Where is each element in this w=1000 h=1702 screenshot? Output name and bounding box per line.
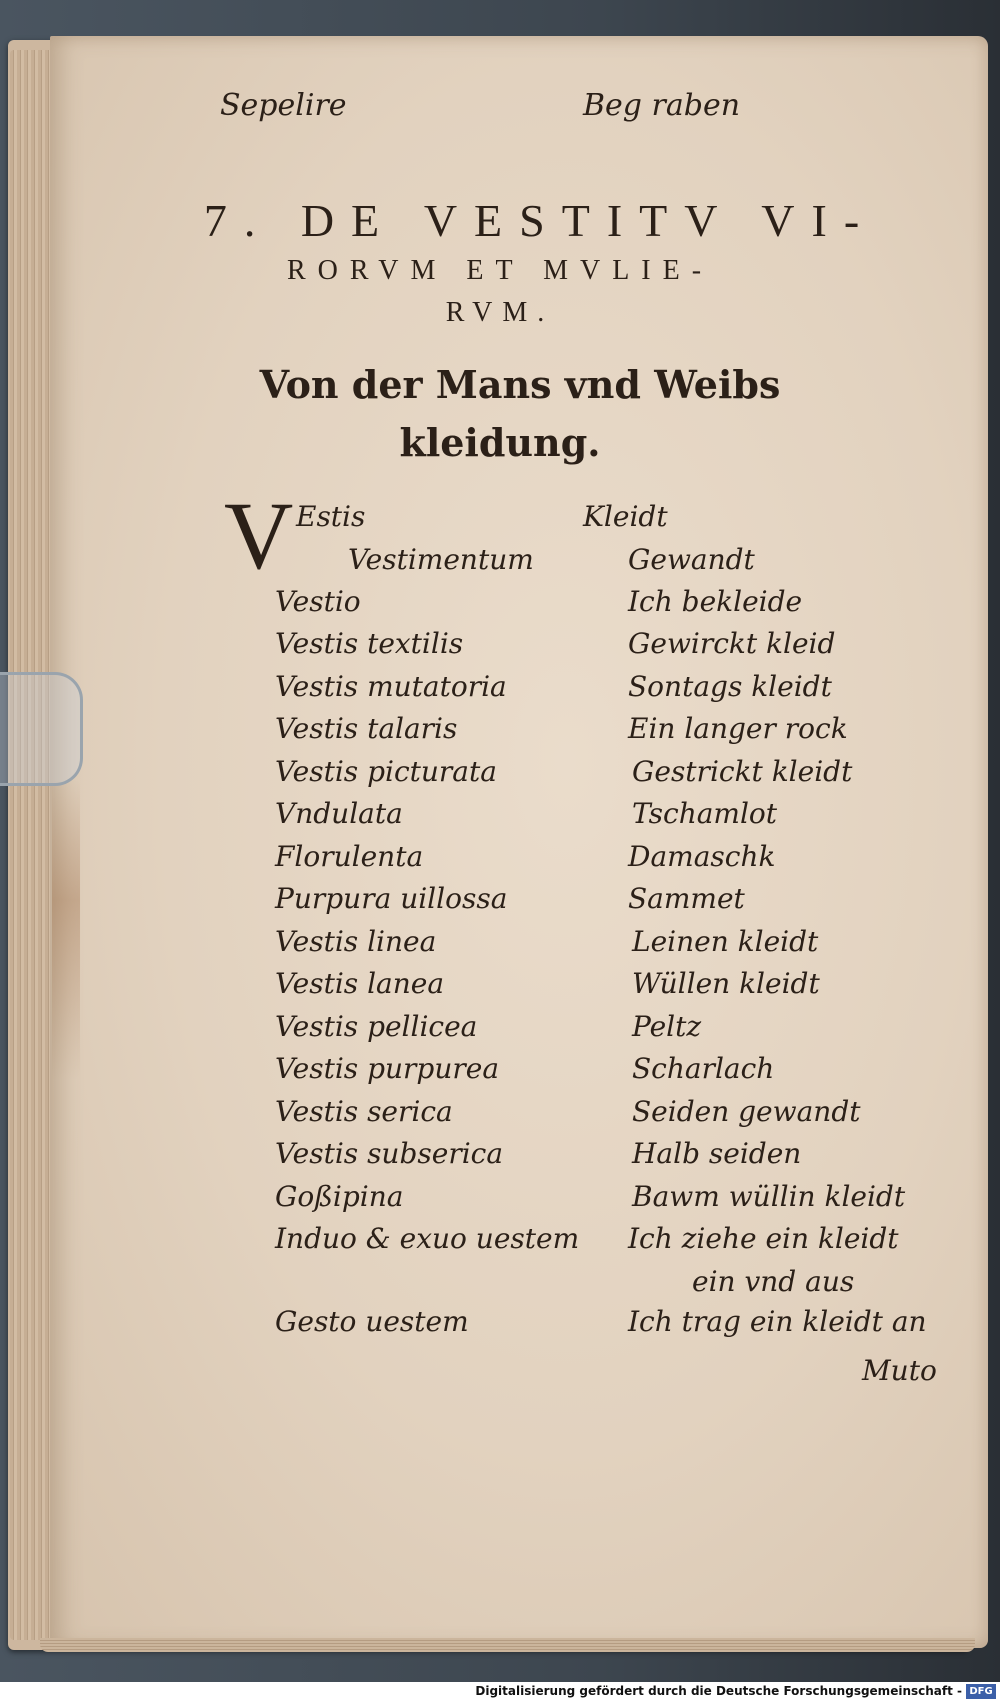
vocabulary-row xyxy=(0,670,1000,710)
german-term: Sontags kleidt xyxy=(628,670,832,703)
vocabulary-row xyxy=(0,1010,1000,1050)
catchword: Muto xyxy=(862,1354,937,1387)
vocabulary-row xyxy=(0,1095,1000,1135)
vocabulary-row xyxy=(0,1180,1000,1220)
german-term: Leinen kleidt xyxy=(632,925,819,958)
latin-term: Gesto uestem xyxy=(275,1305,469,1338)
latin-term: Vestis textilis xyxy=(275,627,464,660)
vocabulary-row xyxy=(0,627,1000,667)
running-head-left: Sepelire xyxy=(220,88,347,123)
vocabulary-row xyxy=(0,585,1000,625)
vocabulary-row xyxy=(0,925,1000,965)
latin-term: Goßipina xyxy=(275,1180,404,1213)
funding-credit: Digitalisierung gefördert durch die Deutsche Forschungsgemeinschaft - xyxy=(475,1684,962,1698)
german-term: ein vnd aus xyxy=(692,1265,855,1298)
vocabulary-row xyxy=(0,882,1000,922)
german-term: Halb seiden xyxy=(632,1137,802,1170)
vocabulary-row xyxy=(0,755,1000,795)
german-heading-line-1: Von der Mans vnd Weibs xyxy=(259,362,781,407)
latin-term: Florulenta xyxy=(275,840,424,873)
latin-term: Vestis linea xyxy=(275,925,437,958)
latin-term: Induo & exuo uestem xyxy=(275,1222,580,1255)
drop-cap: V xyxy=(224,482,294,589)
german-term: Kleidt xyxy=(583,500,668,533)
vocabulary-row xyxy=(0,712,1000,752)
german-term: Ich bekleide xyxy=(628,585,803,618)
german-term: Tschamlot xyxy=(632,797,778,830)
section-title-line-1: 7. DE VESTITV VI- xyxy=(203,195,877,246)
latin-term: Vestis mutatoria xyxy=(275,670,507,703)
german-term: Gestrickt kleidt xyxy=(632,755,853,788)
vocabulary-row xyxy=(0,840,1000,880)
latin-term: Vestis purpurea xyxy=(275,1052,500,1085)
latin-term: Vestis lanea xyxy=(275,967,445,1000)
latin-term: Vestis pellicea xyxy=(275,1010,478,1043)
latin-term: Vestis serica xyxy=(275,1095,453,1128)
footer-bar xyxy=(0,1682,1000,1702)
vocabulary-row xyxy=(0,1052,1000,1092)
latin-term: Vestis picturata xyxy=(275,755,497,788)
german-term: Bawm wüllin kleidt xyxy=(632,1180,906,1213)
latin-term: Vndulata xyxy=(275,797,403,830)
german-term: Wüllen kleidt xyxy=(632,967,820,1000)
vocabulary-row xyxy=(0,500,1000,540)
latin-term: Vestimentum xyxy=(348,543,534,576)
german-term: Ich ziehe ein kleidt xyxy=(628,1222,899,1255)
german-heading-line-2: kleidung. xyxy=(399,420,601,465)
running-head-right: Beg raben xyxy=(583,88,741,123)
german-term: Gewandt xyxy=(628,543,755,576)
page-bottom-edge xyxy=(40,1638,975,1652)
german-term: Damaschk xyxy=(628,840,776,873)
german-term: Seiden gewandt xyxy=(632,1095,861,1128)
vocabulary-row xyxy=(0,967,1000,1007)
dfg-logo: DFG xyxy=(966,1684,996,1699)
latin-term: Vestis talaris xyxy=(275,712,458,745)
vocabulary-row xyxy=(0,1265,1000,1305)
german-term: Ein langer rock xyxy=(628,712,848,745)
section-title-line-3: RVM. xyxy=(445,297,555,328)
vocabulary-row xyxy=(0,1137,1000,1177)
german-term: Ich trag ein kleidt an xyxy=(628,1305,927,1338)
section-title-line-2: RORVM ET MVLIE- xyxy=(286,255,714,286)
vocabulary-row xyxy=(0,1222,1000,1262)
german-term: Peltz xyxy=(632,1010,702,1043)
german-term: Sammet xyxy=(628,882,745,915)
latin-term: Purpura uillossa xyxy=(275,882,508,915)
vocabulary-row xyxy=(0,543,1000,583)
vocabulary-row xyxy=(0,1305,1000,1345)
german-term: Gewirckt kleid xyxy=(628,627,836,660)
german-term: Scharlach xyxy=(632,1052,775,1085)
latin-term: Estis xyxy=(296,500,366,533)
latin-term: Vestis subserica xyxy=(275,1137,504,1170)
latin-term: Vestio xyxy=(275,585,361,618)
vocabulary-row xyxy=(0,797,1000,837)
